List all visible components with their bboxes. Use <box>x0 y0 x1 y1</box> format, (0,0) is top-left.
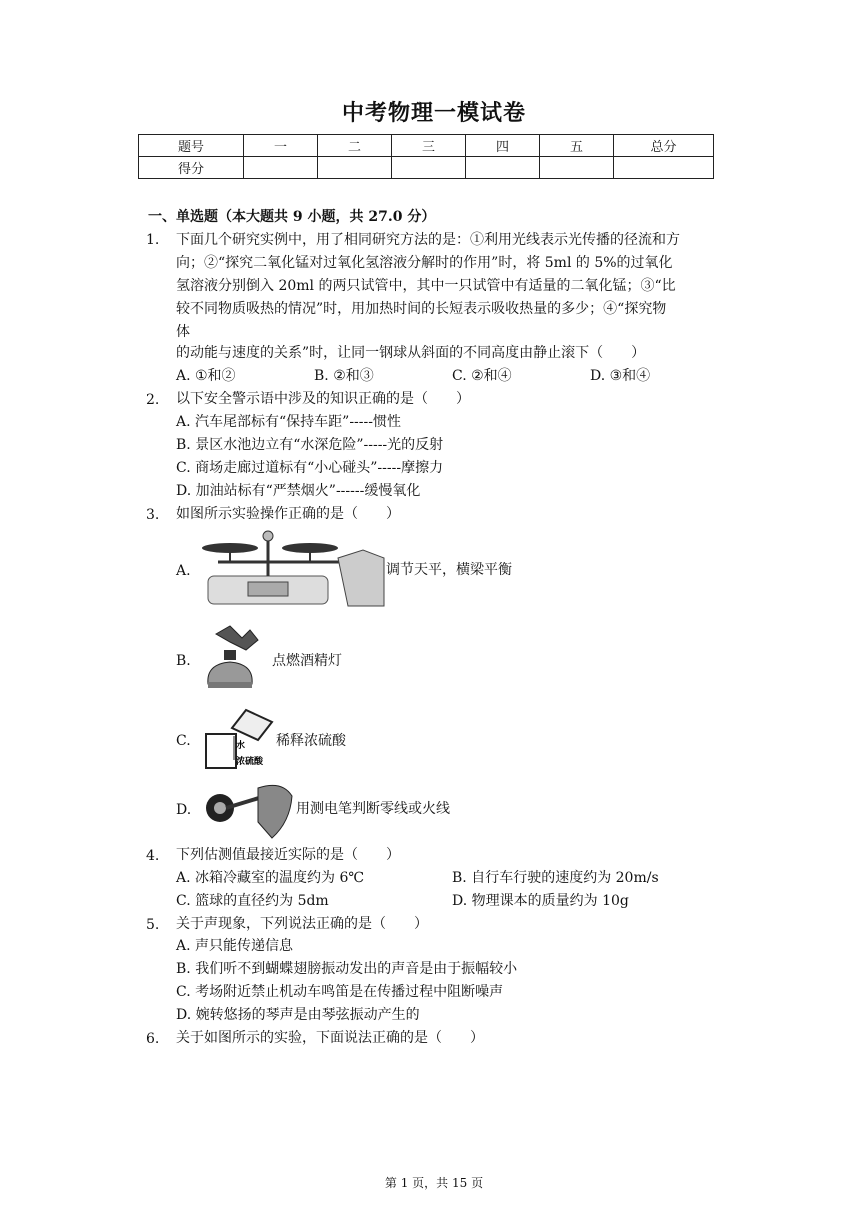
question-number: 5. <box>146 917 160 933</box>
option-d[interactable]: D. 物理课本的质量约为 10g <box>452 893 629 909</box>
test-pen-image <box>202 782 296 840</box>
question-text-line: 较不同物质吸热的情况”时，用加热时间的长短表示吸收热量的多少；④“探究物 <box>176 301 667 317</box>
question-text-line: 氢溶液分别倒入 20ml 的两只试管中，其中一只试管中有适量的二氧化锰；③“比 <box>176 278 676 294</box>
option-b[interactable]: B. 我们听不到蝴蝶翅膀振动发出的声音是由于振幅较小 <box>176 961 518 977</box>
question-text-line: 体 <box>176 324 190 340</box>
page-title: 中考物理一模试卷 <box>341 100 526 126</box>
option-d-text: 用测电笔判断零线或火线 <box>296 801 450 817</box>
option-c[interactable]: C. 考场附近禁止机动车鸣笛是在传播过程中阻断噪声 <box>176 984 504 1000</box>
score-table-cell <box>540 157 614 179</box>
score-table-cell <box>244 157 318 179</box>
water-label: 水 <box>236 740 246 750</box>
option-c[interactable]: C. 商场走廊过道标有“小心碰头”-----摩擦力 <box>176 460 444 476</box>
question-stem: 如图所示实验操作正确的是（ ） <box>176 506 400 522</box>
score-table-cell: 四 <box>466 135 540 157</box>
question-text-line: 的动能与速度的关系”时，让同一钢球从斜面的不同高度由静止滚下（ ） <box>176 345 646 361</box>
option-a-label[interactable]: A. <box>176 563 191 579</box>
option-b-label[interactable]: B. <box>176 653 191 669</box>
section-heading: 一、单选题（本大题共 9 小题，共 27.0 分） <box>148 209 436 225</box>
option-d[interactable]: D. 加油站标有“严禁烟火”------缓慢氧化 <box>176 483 421 499</box>
score-table-cell: 一 <box>244 135 318 157</box>
score-table-cell: 三 <box>392 135 466 157</box>
option-a-text: 调节天平，横梁平衡 <box>386 562 512 578</box>
question-text-line: 向；②“探究二氧化锰对过氧化氢溶液分解时的作用”时，将 5ml 的 5%的过氧化 <box>176 255 673 271</box>
acid-label: 浓硫酸 <box>236 756 264 766</box>
score-table-cell <box>614 157 714 179</box>
score-table-cell: 总分 <box>614 135 714 157</box>
option-a[interactable]: A. 汽车尾部标有“保持车距”-----惯性 <box>176 414 401 430</box>
score-table-score-row <box>139 157 714 179</box>
score-table-header-row <box>139 135 714 157</box>
option-c-label[interactable]: C. <box>176 733 191 749</box>
option-b[interactable]: B. 景区水池边立有“水深危险”-----光的反射 <box>176 437 444 453</box>
score-table-cell: 二 <box>318 135 392 157</box>
question-number: 6. <box>146 1031 160 1047</box>
alcohol-lamp-image <box>200 624 272 694</box>
score-table-cell: 五 <box>540 135 614 157</box>
option-c[interactable]: C. 篮球的直径约为 5dm <box>176 893 329 909</box>
option-a[interactable]: A. ①和② <box>176 368 236 384</box>
question-number: 3. <box>146 507 160 523</box>
option-a[interactable]: A. 声只能传递信息 <box>176 938 294 954</box>
question-stem: 关于如图所示的实验，下面说法正确的是（ ） <box>176 1030 484 1046</box>
score-table-cell: 题号 <box>139 135 244 157</box>
option-d[interactable]: D. 婉转悠扬的琴声是由琴弦振动产生的 <box>176 1007 420 1023</box>
score-table <box>138 134 714 179</box>
question-number: 1. <box>146 232 160 248</box>
score-table-cell <box>392 157 466 179</box>
dilute-acid-image <box>202 708 274 770</box>
page-footer: 第 1 页，共 15 页 <box>384 1176 484 1190</box>
question-stem: 关于声现象，下列说法正确的是（ ） <box>176 916 428 932</box>
score-table-cell <box>318 157 392 179</box>
option-b[interactable]: B. ②和③ <box>314 368 374 384</box>
question-number: 2. <box>146 392 160 408</box>
score-table-cell <box>466 157 540 179</box>
option-a[interactable]: A. 冰箱冷藏室的温度约为 6℃ <box>176 870 365 886</box>
score-table-cell: 得分 <box>139 157 244 179</box>
option-b-text: 点燃酒精灯 <box>272 653 342 669</box>
option-b[interactable]: B. 自行车行驶的速度约为 20m/s <box>452 870 659 886</box>
question-number: 4. <box>146 848 160 864</box>
question-text-line: 下面几个研究实例中，用了相同研究方法的是：①利用光线表示光传播的径流和方 <box>176 232 680 248</box>
question-stem: 以下安全警示语中涉及的知识正确的是（ ） <box>176 391 470 407</box>
option-d[interactable]: D. ③和④ <box>590 368 651 384</box>
balance-scale-image <box>198 528 386 608</box>
option-c[interactable]: C. ②和④ <box>452 368 512 384</box>
option-d-label[interactable]: D. <box>176 802 192 818</box>
question-stem: 下列估测值最接近实际的是（ ） <box>176 847 400 863</box>
option-c-text: 稀释浓硫酸 <box>276 733 346 749</box>
